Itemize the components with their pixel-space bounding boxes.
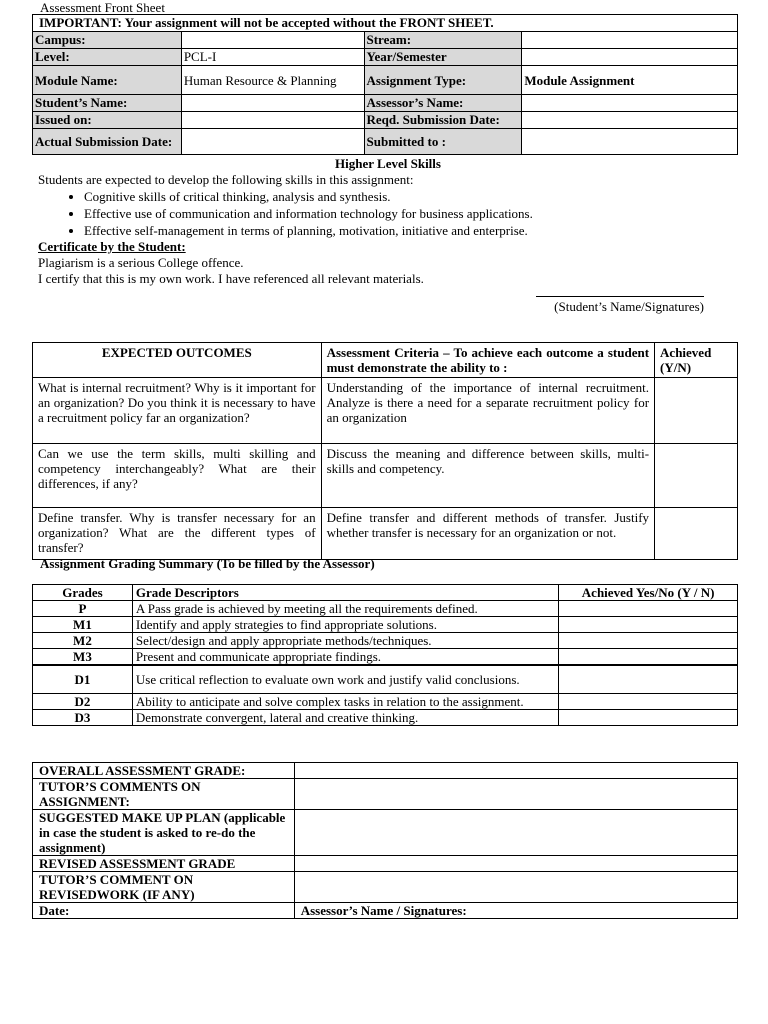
actual-submission-label: Actual Submission Date: (33, 129, 182, 155)
grade-achieved-field[interactable] (559, 617, 738, 633)
skill-item: • Cognitive skills of critical thinking, analysis and synthesis. (84, 188, 738, 205)
student-name-field[interactable] (181, 95, 364, 112)
skills-heading: Higher Level Skills (335, 156, 441, 171)
overall-grade-field[interactable] (294, 763, 737, 779)
level-field[interactable]: PCL-I (181, 49, 364, 66)
outcome-cell: What is internal recruitment? Why is it important for an organization? Do you think it is necessary to have a recruitment policy far an organization? (33, 378, 322, 444)
level-label: Level: (33, 49, 182, 66)
tutor-comments-field[interactable] (294, 779, 737, 810)
skill-item: • Effective self-management in terms of planning, motivation, initiative and enterprise. (84, 222, 738, 239)
grade-descriptor: Identify and apply strategies to find appropriate solutions. (132, 617, 558, 633)
reqd-submission-label: Reqd. Submission Date: (364, 112, 522, 129)
grade-achieved-field[interactable] (559, 693, 738, 709)
grade-achieved-field[interactable] (559, 649, 738, 666)
grade-code: M3 (33, 649, 133, 666)
grade-descriptor: Present and communicate appropriate findings. (132, 649, 558, 666)
grade-achieved-field[interactable] (559, 665, 738, 693)
submitted-to-field[interactable] (522, 129, 738, 155)
grading-summary-table (32, 584, 738, 726)
makeup-plan-label: SUGGESTED MAKE UP PLAN (applicable in case the student is asked to re-do the assignment) (33, 810, 295, 856)
grade-descriptors-header: Grade Descriptors (132, 585, 558, 601)
grade-code: P (33, 601, 133, 617)
actual-submission-field[interactable] (181, 129, 364, 155)
grade-code: D2 (33, 693, 133, 709)
document-title: Assessment Front Sheet (40, 0, 165, 15)
issued-on-field[interactable] (181, 112, 364, 129)
grade-achieved-field[interactable] (559, 633, 738, 649)
expected-outcomes-table (32, 342, 738, 560)
certificate-title: Certificate by the Student: (38, 239, 186, 254)
achieved-cell[interactable] (655, 444, 738, 508)
grade-descriptor: Demonstrate convergent, lateral and creative thinking. (132, 709, 558, 725)
campus-field[interactable] (181, 32, 364, 49)
criteria-cell: Understanding of the importance of internal recruitment. Analyze is there a need for a separate recruitment policy for an organization (321, 378, 654, 444)
campus-label: Campus: (33, 32, 182, 49)
outcome-cell: Define transfer. Why is transfer necessary for an organization? What are the different types of transfer? (33, 508, 322, 560)
grade-descriptor: Use critical reflection to evaluate own work and justify valid conclusions. (132, 665, 558, 693)
year-semester-label: Year/Semester (364, 49, 522, 66)
achieved-header: Achieved (Y/N) (655, 343, 738, 378)
outcome-cell: Can we use the term skills, multi skilling and competency interchangeably? What are their differences, if any? (33, 444, 322, 508)
skills-list (38, 188, 738, 239)
achieved-yes-no-header: Achieved Yes/No (Y / N) (559, 585, 738, 601)
grade-descriptor: Ability to anticipate and solve complex tasks in relation to the assignment. (132, 693, 558, 709)
module-name-field[interactable]: Human Resource & Planning (181, 66, 364, 95)
assessor-name-field[interactable] (522, 95, 738, 112)
assignment-type-field[interactable]: Module Assignment (522, 66, 738, 95)
student-name-label: Student’s Name: (33, 95, 182, 112)
certificate-line-1: Plagiarism is a serious College offence. (38, 255, 244, 270)
issued-on-label: Issued on: (33, 112, 182, 129)
certificate-line-2: I certify that this is my own work. I have referenced all relevant materials. (38, 271, 424, 286)
grade-descriptor: A Pass grade is achieved by meeting all the requirements defined. (132, 601, 558, 617)
date-label: Date: (33, 903, 295, 919)
achieved-cell[interactable] (655, 378, 738, 444)
grade-code: D3 (33, 709, 133, 725)
assessor-name-label: Assessor’s Name: (364, 95, 522, 112)
assessor-signature-label: Assessor’s Name / Signatures: (294, 903, 737, 919)
tutor-comments-label: TUTOR’S COMMENTS ON ASSIGNMENT: (33, 779, 295, 810)
grade-achieved-field[interactable] (559, 709, 738, 725)
criteria-cell: Define transfer and different methods of transfer. Justify whether transfer is necessary for an organization or not. (321, 508, 654, 560)
overall-assessment-table (32, 762, 738, 919)
overall-grade-label: OVERALL ASSESSMENT GRADE: (33, 763, 295, 779)
stream-field[interactable] (522, 32, 738, 49)
revised-grade-label: REVISED ASSESSMENT GRADE (33, 856, 295, 872)
student-signature-line: (Student’s Name/Signatures) (536, 296, 704, 315)
achieved-cell[interactable] (655, 508, 738, 560)
reqd-submission-field[interactable] (522, 112, 738, 129)
grade-code: D1 (33, 665, 133, 693)
submitted-to-label: Submitted to : (364, 129, 522, 155)
grades-header: Grades (33, 585, 133, 601)
revised-grade-field[interactable] (294, 856, 737, 872)
assignment-type-label: Assignment Type: (364, 66, 522, 95)
outcomes-header: EXPECTED OUTCOMES (33, 343, 322, 378)
tutor-revised-comment-field[interactable] (294, 872, 737, 903)
tutor-revised-comment-label: TUTOR’S COMMENT ON REVISEDWORK (IF ANY) (33, 872, 295, 903)
important-notice: IMPORTANT: Your assignment will not be accepted without the FRONT SHEET. (33, 15, 738, 32)
skill-item: • Effective use of communication and information technology for business applications. (84, 205, 738, 222)
makeup-plan-field[interactable] (294, 810, 737, 856)
criteria-cell: Discuss the meaning and difference between skills, multi-skills and competency. (321, 444, 654, 508)
grade-achieved-field[interactable] (559, 601, 738, 617)
stream-label: Stream: (364, 32, 522, 49)
grading-summary-title: Assignment Grading Summary (To be filled by the Assessor) (40, 556, 375, 571)
grade-descriptor: Select/design and apply appropriate methods/techniques. (132, 633, 558, 649)
skills-section (38, 156, 738, 287)
year-semester-field[interactable] (522, 49, 738, 66)
front-sheet-table (32, 14, 738, 155)
criteria-header: Assessment Criteria – To achieve each outcome a student must demonstrate the ability to : (321, 343, 654, 378)
grade-code: M2 (33, 633, 133, 649)
module-name-label: Module Name: (33, 66, 182, 95)
grade-code: M1 (33, 617, 133, 633)
skills-intro: Students are expected to develop the following skills in this assignment: (38, 172, 414, 187)
